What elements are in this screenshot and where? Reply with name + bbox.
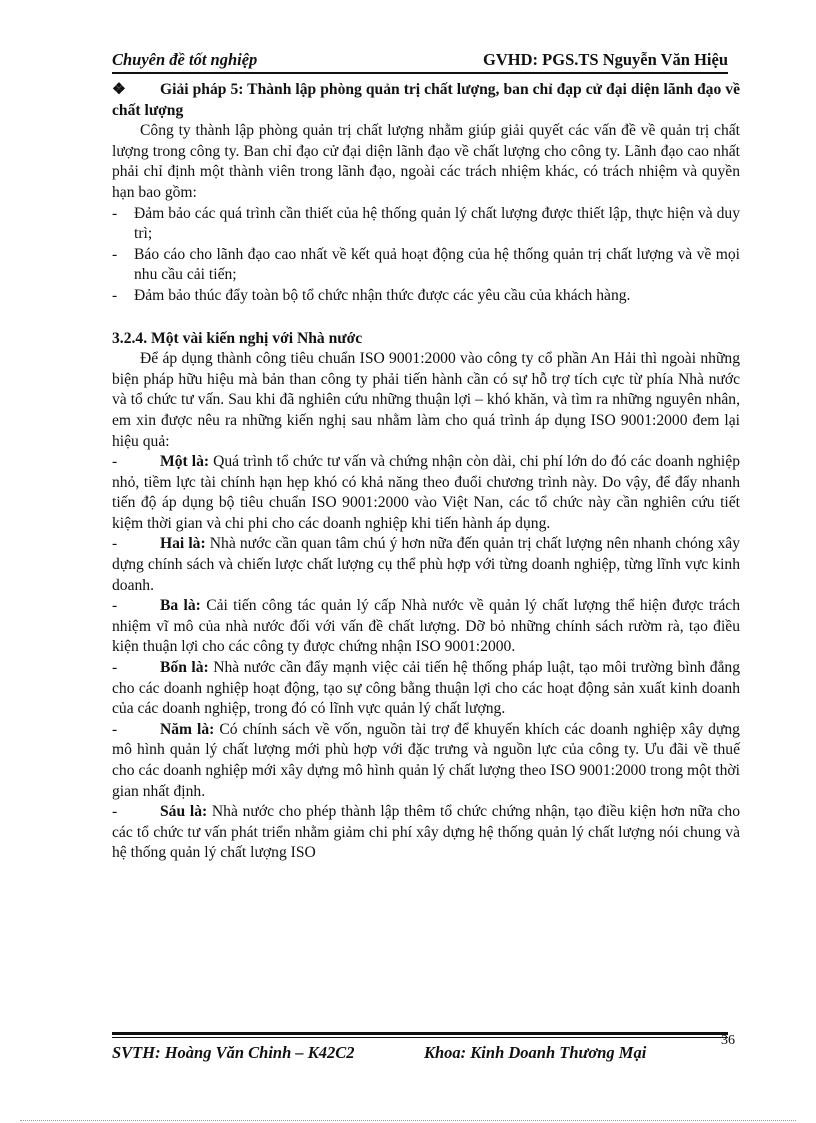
solution-title: Giải pháp 5: Thành lập phòng quản trị chất lượng, ban chỉ đạp cử đại diện lãnh đạo về chất lượng (112, 81, 740, 119)
dash-marker: - (112, 453, 118, 471)
recommendation-label: Sáu là: (160, 803, 208, 821)
recommendation-text: Nhà nước cho phép thành lập thêm tổ chức chứng nhận, tạo điều kiện hơn nữa cho các tổ chức tư vấn phát triển nhằm giảm chi phí xây dựng hệ thống quản lý chất lượng nói chung và hệ thống quản lý chất lượng ISO (112, 803, 740, 862)
recommendation-item (112, 720, 740, 802)
dash-marker: - (112, 245, 118, 263)
recommendation-item (112, 802, 740, 864)
dash-marker: - (112, 286, 118, 304)
list-item (112, 286, 740, 307)
solution-heading (112, 80, 740, 121)
footer-student: SVTH: Hoàng Văn Chinh – K42C2 (112, 1043, 355, 1062)
dash-marker: - (112, 720, 118, 738)
recommendation-label: Năm là: (160, 720, 215, 738)
section-intro: Để áp dụng thành công tiêu chuẩn ISO 9001:2000 vào công ty cổ phần An Hải thì ngoài những biện pháp hữu hiệu mà bản than công ty phải tiến hành cần có sự hỗ trợ tích cực từ phía Nhà nước và tổ chức tư vấn. Sau khi đã nghiên cứu những thuận lợi – khó khăn, và tìm ra những nguyên nhân, em xin được nêu ra những kiến nghị sau nhằm làm cho quá trình áp dụng ISO 9001:2000 đem lại hiệu quả: (112, 350, 740, 450)
recommendation-label: Hai là: (160, 535, 206, 553)
header-subject: Chuyên đề tốt nghiệp (112, 50, 258, 69)
list-item-text: Đảm bảo các quá trình cần thiết của hệ thống quản lý chất lượng được thiết lập, thực hiện và duy trì; (134, 204, 740, 243)
recommendation-text: Nhà nước cần quan tâm chú ý hơn nữa đến quản trị chất lượng nên nhanh chóng xây dựng chính sách và chiến lược chất lượng cụ thể phù hợp với từng doanh nghiệp, từng lĩnh vực kinh doanh. (112, 535, 741, 594)
dash-marker: - (112, 803, 118, 821)
recommendation-text: Có chính sách về vốn, nguồn tài trợ để khuyến khích các doanh nghiệp xây dựng mô hình quản lý chất lượng mới phù hợp với đặc trưng và nguồn lực của công ty. Ưu đãi về thuế cho các doanh nghiệp mới xây dựng mô hình quản lý chất lượng theo ISO 9001:2000 trong một thời gian nhất định. (112, 720, 740, 800)
list-item-text: Báo cáo cho lãnh đạo cao nhất về kết quả hoạt động của hệ thống quản trị chất lượng và về mọi nhu cầu cải tiến; (134, 245, 740, 284)
recommendation-item (112, 596, 740, 658)
recommendation-label: Ba là: (160, 597, 201, 615)
dash-marker: - (112, 597, 118, 615)
recommendation-label: Một là: (160, 453, 210, 471)
footer-rule-thin (112, 1037, 728, 1038)
diamond-bullet-icon: ❖ (112, 81, 126, 98)
recommendation-item (112, 452, 740, 534)
page-edge-divider (20, 1120, 796, 1121)
solution-paragraph: Công ty thành lập phòng quản trị chất lượng nhằm giúp giải quyết các vấn đề về quản trị chất lượng trong công ty. Ban chỉ đạo cử đại diện lãnh đạo về chất lượng cho công ty. Lãnh đạo cao nhất phải chỉ định một thành viên trong lãnh đạo, ngoài các trách nhiệm khác, có trách nhiệm và quyền hạn bao gồm: (112, 122, 740, 201)
section-title: 3.2.4. Một vài kiến nghị với Nhà nước (112, 329, 363, 347)
recommendation-label: Bốn là: (160, 659, 209, 677)
recommendation-text: Quá trình tổ chức tư vấn và chứng nhận còn dài, chi phí lớn do đó các doanh nghiệp nhỏ, tiềm lực tài chính hạn hẹp khó có khả năng theo đuổi chương trình này. Do vậy, để đẩy nhanh tiến độ áp dụng bộ tiêu chuẩn ISO 9001:2000 vào Việt Nan, các tổ chức này cần nghiên cứu tiết kiệm thời gian và chi phi cho các doanh nghiệp khi tiến hành áp dụng. (112, 453, 740, 532)
header-advisor: GVHD: PGS.TS Nguyễn Văn Hiệu (483, 50, 728, 69)
page-header (112, 50, 728, 72)
dash-marker: - (112, 535, 118, 553)
footer-rule-thick (112, 1032, 728, 1035)
list-item (112, 245, 740, 286)
footer-faculty: Khoa: Kinh Doanh Thương Mại (424, 1043, 647, 1062)
page-content (112, 80, 740, 864)
dash-marker: - (112, 204, 118, 222)
dash-marker: - (112, 659, 118, 677)
page-footer (112, 1043, 712, 1065)
recommendation-text: Nhà nước cần đẩy mạnh việc cải tiến hệ thống pháp luật, tạo môi trường bình đẳng cho các doanh nghiệp hoạt động, tạo sự công bằng thuận lợi cho các hoạt động sản xuất kinh doanh của các doanh nghiệp, trong đó có lĩnh vực quản lý chất lượng. (112, 659, 741, 718)
header-rule (112, 72, 728, 74)
recommendation-item (112, 534, 740, 596)
list-item (112, 204, 740, 245)
list-item-text: Đảm bảo thúc đẩy toàn bộ tổ chức nhận thức được các yêu cầu của khách hàng. (134, 286, 631, 304)
recommendation-item (112, 658, 740, 720)
page-number: 36 (721, 1033, 735, 1048)
recommendation-text: Cải tiến công tác quản lý cấp Nhà nước về quản lý chất lượng thể hiện được trách nhiệm vĩ mô của nhà nước đối với vấn đề chất lượng. Dỡ bỏ những chính sách rườm rà, tạo điều kiện thuận lợi cho các công ty được chứng nhận ISO 9001:2000. (112, 597, 740, 656)
